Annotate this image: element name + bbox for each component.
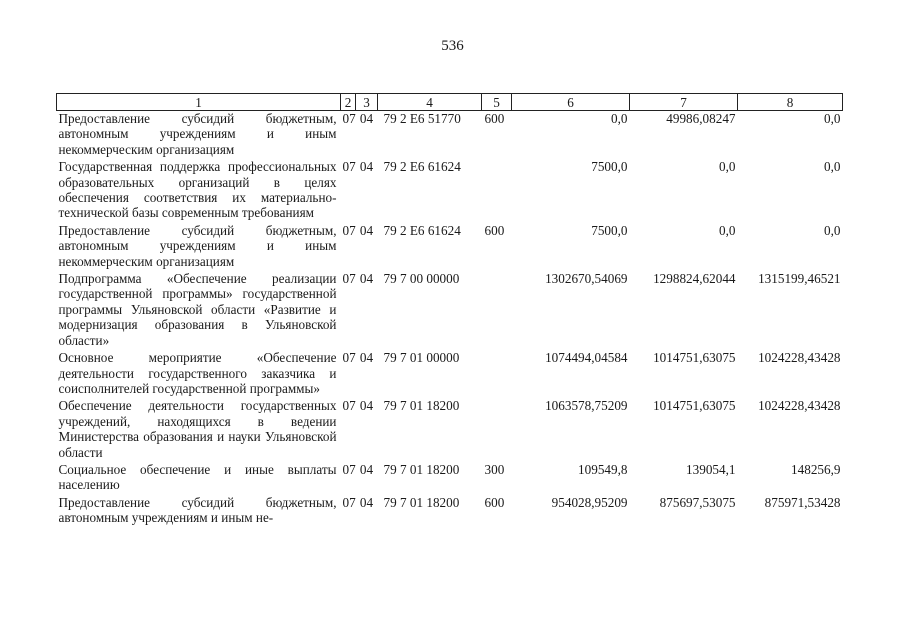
- row-value-col7: 0,0: [719, 222, 736, 238]
- page-number: 536: [441, 38, 464, 54]
- row-section: 07: [342, 398, 356, 414]
- table-header-row: [57, 94, 843, 111]
- row-expense-type: [482, 159, 512, 223]
- row-value-col7: 1014751,63075: [653, 350, 736, 366]
- row-section: 07: [342, 222, 356, 238]
- row-target-code: 79 2 Е6 61624: [383, 222, 461, 238]
- row-name: Предоставление субсидий бюджетным, автономным учреждениям и иным некоммерческим организациям: [58, 111, 337, 157]
- row-subsection: 04: [359, 222, 374, 238]
- row-value-col7: 1014751,63075: [653, 398, 736, 414]
- row-target-code: 79 2 Е6 51770: [383, 111, 461, 126]
- table-row: [57, 271, 843, 350]
- row-name: Обеспечение деятельности государственных учреждений, находящихся в ведении Министерства образования и науки Ульяновской области: [58, 398, 337, 460]
- table-row: [57, 159, 843, 223]
- row-section: 07: [342, 159, 356, 175]
- row-value-col8: 1315199,46521: [758, 271, 841, 287]
- row-subsection: 04: [359, 398, 374, 414]
- row-value-col8: 1024228,43428: [758, 398, 841, 414]
- row-value-col6: 0,0: [611, 111, 628, 126]
- row-expense-type: 300: [484, 461, 505, 477]
- row-value-col7: 49986,08247: [666, 111, 736, 126]
- header-col-4: 4: [378, 94, 482, 111]
- row-value-col8: 0,0: [824, 159, 841, 175]
- row-value-col8: 0,0: [824, 222, 841, 238]
- row-target-code: 79 7 01 00000: [383, 350, 460, 366]
- row-subsection: 04: [359, 111, 374, 126]
- header-col-2: 2: [341, 94, 356, 111]
- row-expense-type: [482, 350, 512, 398]
- row-subsection: 04: [359, 350, 374, 366]
- row-target-code: 79 2 Е6 61624: [383, 159, 461, 175]
- row-value-col8: 1024228,43428: [758, 350, 841, 366]
- row-subsection: 04: [359, 159, 374, 175]
- row-value-col7: 875697,53075: [659, 494, 736, 510]
- header-col-5: 5: [482, 94, 512, 111]
- header-col-7: 7: [630, 94, 738, 111]
- row-expense-type: 600: [484, 222, 505, 238]
- table-row: [57, 111, 843, 160]
- row-value-col6: 109549,8: [578, 461, 628, 477]
- row-subsection: 04: [359, 461, 374, 477]
- header-col-6: 6: [512, 94, 630, 111]
- row-section: 07: [342, 271, 356, 287]
- row-target-code: 79 7 01 18200: [383, 494, 460, 510]
- row-target-code: 79 7 01 18200: [383, 461, 460, 477]
- row-value-col6: 1302670,54069: [545, 271, 628, 287]
- row-subsection: 04: [359, 494, 374, 510]
- row-target-code: 79 7 00 00000: [383, 271, 460, 287]
- row-value-col6: 954028,95209: [551, 494, 628, 510]
- row-name: Государственная поддержка профессиональных образовательных организаций в целях обеспечения соответствия их материально-технической базы современным требованиям: [58, 159, 337, 221]
- row-value-col7: 1298824,62044: [653, 271, 736, 287]
- table-row: [57, 462, 843, 495]
- row-name: Предоставление субсидий бюджетным, автономным учреждениям и иным некоммерческим организациям: [58, 222, 337, 269]
- header-col-8: 8: [738, 94, 843, 111]
- row-value-col7: 139054,1: [686, 461, 736, 477]
- budget-table: [56, 93, 843, 528]
- row-value-col6: 1074494,04584: [545, 350, 628, 366]
- row-subsection: 04: [359, 271, 374, 287]
- row-name: Основное мероприятие «Обеспечение деятельности государственного заказчика и соисполнителей государственной программы»: [58, 350, 337, 396]
- row-value-col6: 1063578,75209: [545, 398, 628, 414]
- row-section: 07: [342, 350, 356, 366]
- row-value-col8: 0,0: [824, 111, 841, 126]
- header-col-1: 1: [57, 94, 341, 111]
- row-section: 07: [342, 111, 356, 126]
- row-section: 07: [342, 494, 356, 510]
- row-value-col8: 875971,53428: [764, 494, 841, 510]
- row-value-col7: 0,0: [719, 159, 736, 175]
- row-name: Предоставление субсидий бюджетным, автономным учреждениям и иным не-: [58, 494, 337, 526]
- row-expense-type: 600: [484, 494, 505, 510]
- row-expense-type: [482, 271, 512, 350]
- table-row: [57, 223, 843, 271]
- table-row: [57, 495, 843, 528]
- row-value-col6: 7500,0: [591, 159, 628, 175]
- row-expense-type: 600: [484, 111, 505, 126]
- table-row: [57, 350, 843, 398]
- row-value-col8: 148256,9: [791, 461, 841, 477]
- row-name: Подпрограмма «Обеспечение реализации государственной программы» государственной программы Ульяновской области «Развитие и модернизация образования в Ульяновской области»: [58, 271, 337, 348]
- row-expense-type: [482, 398, 512, 462]
- table-row: [57, 398, 843, 462]
- row-section: 07: [342, 461, 356, 477]
- row-name: Социальное обеспечение и иные выплаты населению: [58, 461, 337, 493]
- row-target-code: 79 7 01 18200: [383, 398, 460, 414]
- row-value-col6: 7500,0: [591, 222, 628, 238]
- header-col-3: 3: [356, 94, 378, 111]
